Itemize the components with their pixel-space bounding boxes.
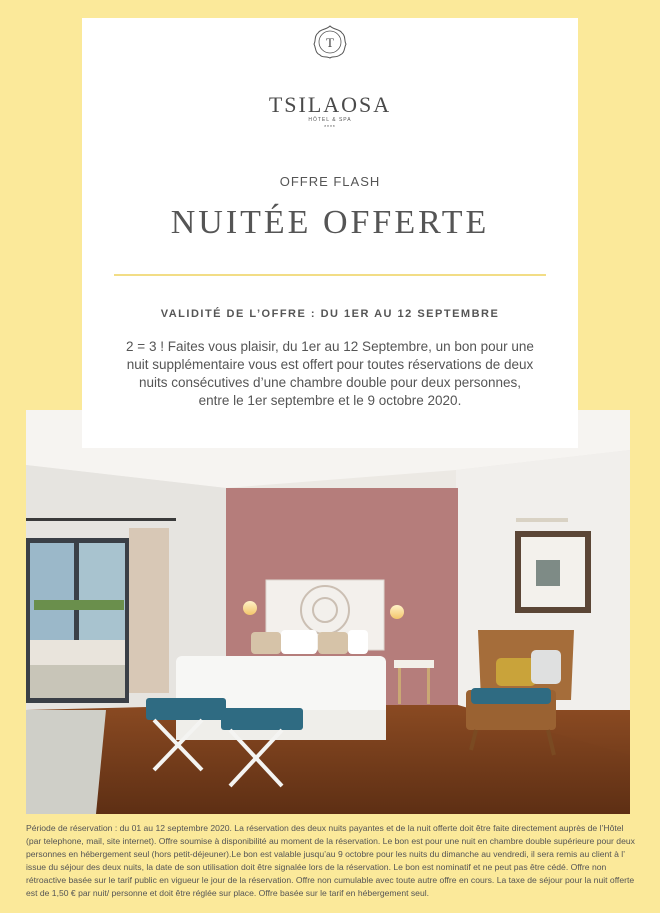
hotel-seal-logo	[312, 24, 348, 60]
room-illustration	[26, 410, 630, 814]
offer-headline: NUITÉE OFFERTE	[170, 204, 490, 241]
offer-card	[82, 18, 578, 448]
brand-name: TSILAOSA	[268, 92, 392, 117]
seal-letter: T	[326, 35, 334, 50]
brand-subtitle: HÔTEL & SPA	[308, 117, 352, 123]
terms-and-conditions: Période de réservation : du 01 au 12 septembre 2020. La réservation des deux nuits payantes et de la nuit offerte doit être faite directement auprès de l’Hôtel (par telephone, mail, site internet). Offre soumise à disponibilité au moment de la réservation. Le bon est pour une nuit en chambre double supérieure pour deux personnes en hébergement seul (hors petit-déjeuner).Le bon est valable jusqu’au 9 octobre pour les nuits du dimanche au vendredi, il sera remis au client à l’ issue du séjour des deux nuits, la date de son utilisation doit être signalée lors de la réservation. Le bon est nominatif et ne peut pas être cédé. Offre non rétroactive basée sur le tarif public en vigueur le jour de la réservation. Offre non cumulable avec toute autre offre en cours. La taxe de séjour pour la nuit offerte est de 1,50 € par nuit/ personne et doit être réglée sur place. Offre basée sur le tarif en hébergement seul.	[26, 823, 635, 898]
offer-validity: VALIDITÉ DE L’OFFRE : DU 1ER AU 12 SEPTEMBRE	[160, 308, 500, 320]
divider	[114, 274, 546, 276]
hotel-room-photo	[26, 410, 630, 814]
offer-kicker: OFFRE FLASH	[279, 174, 381, 189]
star-rating: ****	[324, 125, 336, 131]
offer-description: 2 = 3 ! Faites vous plaisir, du 1er au 12 Septembre, un bon pour une nuit supplémentaire vous est offert pour toutes réservations de deux nuits consécutives d’une chambre double pour deux personnes, entre le 1er septembre et le 9 octobre 2020.	[126, 339, 534, 408]
